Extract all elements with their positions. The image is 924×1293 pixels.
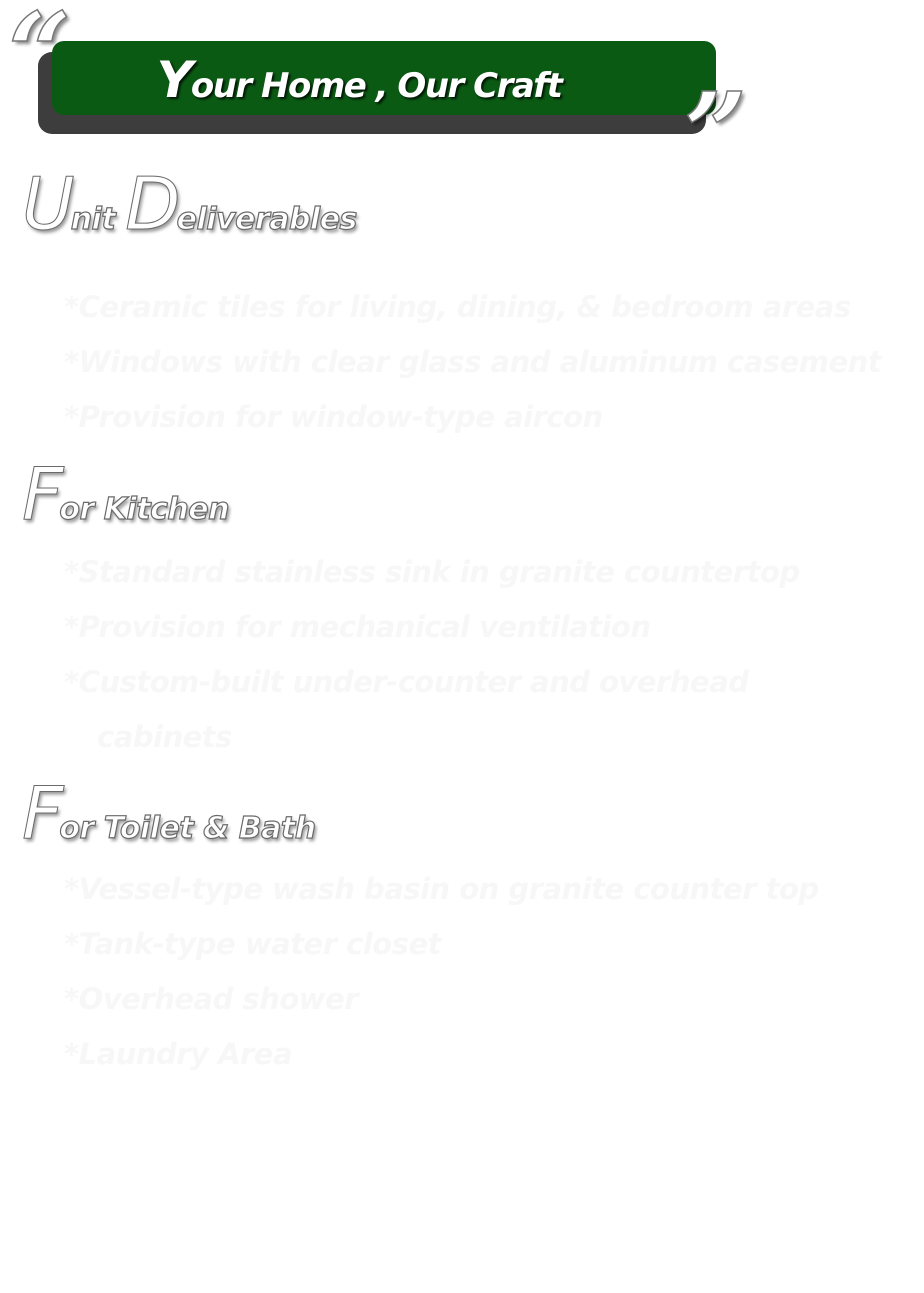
heading-initial: F [22,452,60,536]
banner-bar [52,41,716,115]
list-item: *Standard stainless sink in granite countertop [64,555,800,589]
kitchen-list [64,545,837,765]
list-item: *Provision for mechanical ventilation [64,610,651,644]
section-heading-kitchen [22,452,229,536]
heading-initial: U [22,162,71,246]
list-item: *Overhead shower [64,982,359,1016]
open-quote-icon: “ [8,0,72,117]
section-heading-toilet-bath [22,771,316,855]
banner-title-initial: Y [156,51,191,109]
heading-rest: or Kitchen [59,492,229,527]
heading-initial: F [22,771,60,855]
banner-title [157,51,562,109]
list-item: *Laundry Area [64,1037,293,1071]
list-item: *Vessel-type wash basin on granite counter top [64,872,819,906]
heading-rest: nit [70,202,116,237]
heading-rest: or Toilet & Bath [59,811,316,846]
section-heading-unit-deliverables [22,162,357,246]
list-item: *Windows with clear glass and aluminum casement [64,345,882,379]
close-quote-icon: ” [684,68,748,197]
toilet-bath-list [64,862,819,1082]
heading-rest: eliverables [176,202,357,237]
title-banner [0,0,760,197]
unit-deliverables-list [64,280,881,445]
banner-title-rest: our Home , Our Craft [190,66,562,106]
list-item: *Tank-type water closet [64,927,441,961]
heading-initial: D [125,162,177,246]
list-item: *Provision for window-type aircon [64,400,603,434]
list-item: *Ceramic tiles for living, dining, & bedroom areas [64,290,851,324]
list-item: *Custom-built under-counter and overhead cabinets [64,665,749,754]
